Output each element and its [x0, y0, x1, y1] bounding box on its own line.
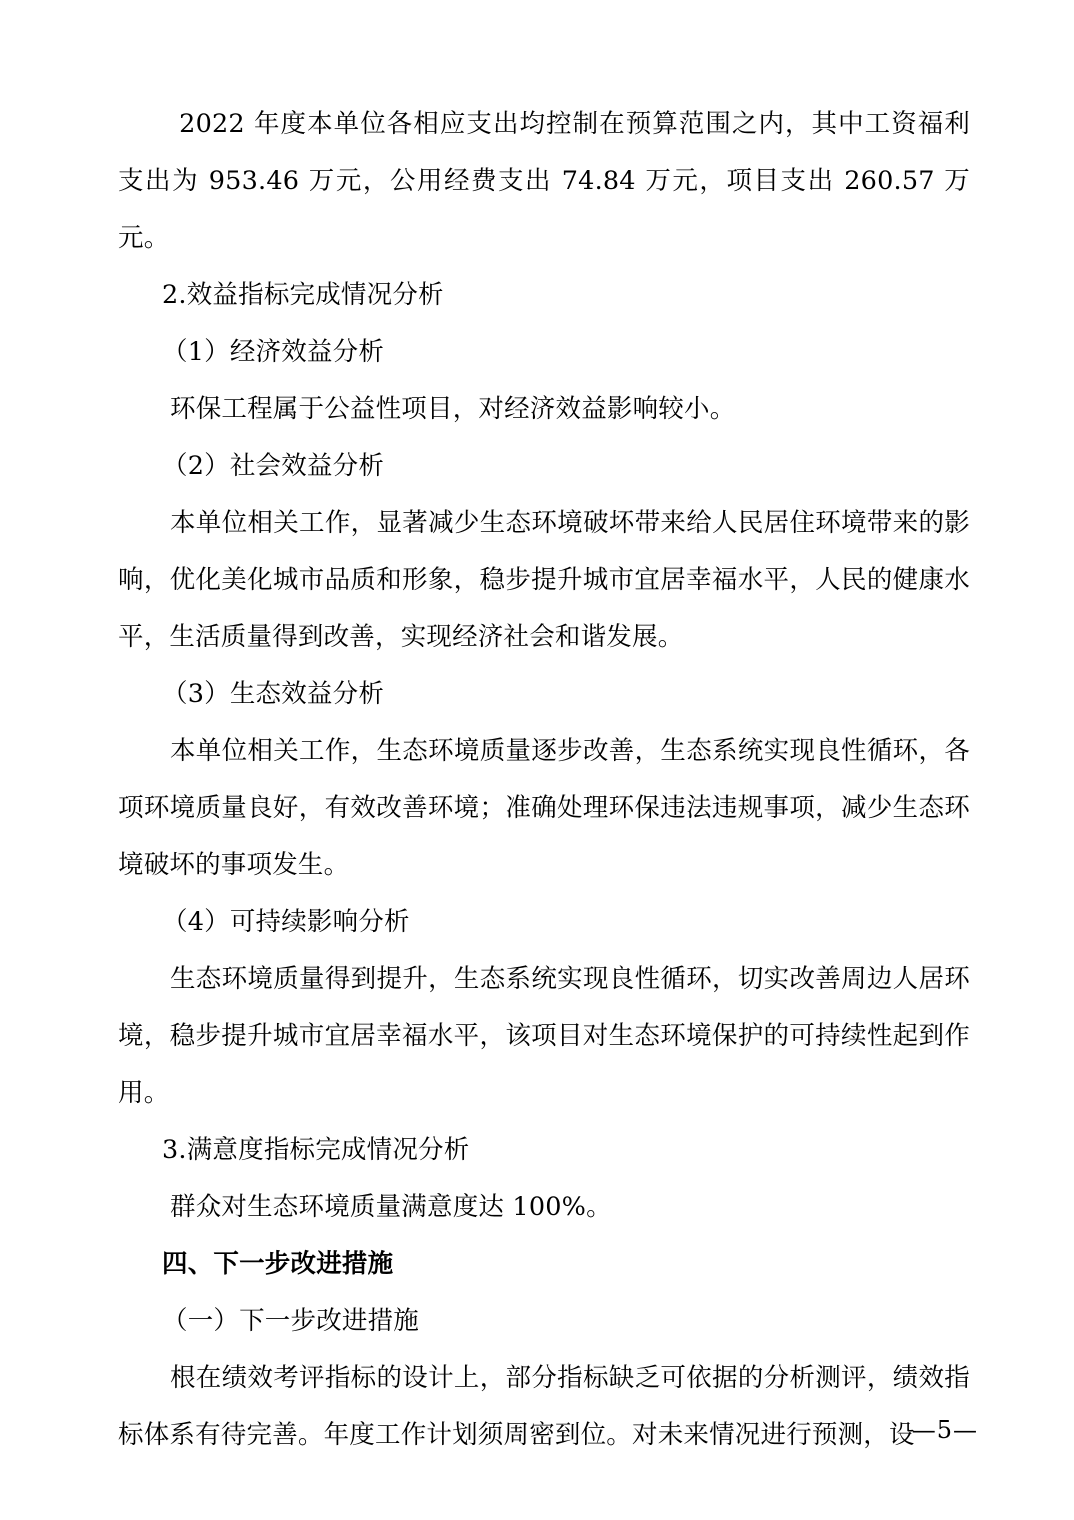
- heading-improvement-measures: （一）下一步改进措施: [162, 1306, 420, 1336]
- page-number: —5—: [911, 1416, 978, 1444]
- document-body: [118, 96, 970, 1464]
- heading-section-four: 四、下一步改进措施: [162, 1249, 394, 1279]
- para-economic-benefit: 环保工程属于公益性项目，对经济效益影响较小。: [170, 394, 736, 424]
- heading-ecological-benefit: （3）生态效益分析: [162, 679, 385, 709]
- heading-social-benefit: （2）社会效益分析: [162, 451, 385, 481]
- para-ecological-benefit: 本单位相关工作，生态环境质量逐步改善，生态系统实现良性循环，各项环境质量良好，有效改善环境；准确处理环保违法违规事项，减少生态环境破坏的事项发生。: [118, 736, 970, 880]
- para-satisfaction: 群众对生态环境质量满意度达 100%。: [170, 1192, 612, 1222]
- heading-economic-benefit: （1）经济效益分析: [162, 337, 385, 367]
- heading-satisfaction-indicator: 3.满意度指标完成情况分析: [162, 1135, 470, 1165]
- para-social-benefit: 本单位相关工作，显著减少生态环境破坏带来给人民居住环境带来的影响，优化美化城市品质和形象，稳步提升城市宜居幸福水平，人民的健康水平，生活质量得到改善，实现经济社会和谐发展。: [118, 508, 970, 652]
- para-expenditure-summary: 2022 年度本单位各相应支出均控制在预算范围之内，其中工资福利支出为 953.46 万元，公用经费支出 74.84 万元，项目支出 260.57 万元。: [118, 109, 970, 253]
- heading-sustainable-impact: （4）可持续影响分析: [162, 907, 410, 937]
- para-improvement-measures: 根在绩效考评指标的设计上，部分指标缺乏可依据的分析测评，绩效指标体系有待完善。年度工作计划须周密到位。对未来情况进行预测，设: [118, 1363, 970, 1450]
- para-sustainable-impact: 生态环境质量得到提升，生态系统实现良性循环，切实改善周边人居环境，稳步提升城市宜居幸福水平，该项目对生态环境保护的可持续性起到作用。: [118, 964, 970, 1108]
- heading-benefit-indicator: 2.效益指标完成情况分析: [162, 280, 444, 310]
